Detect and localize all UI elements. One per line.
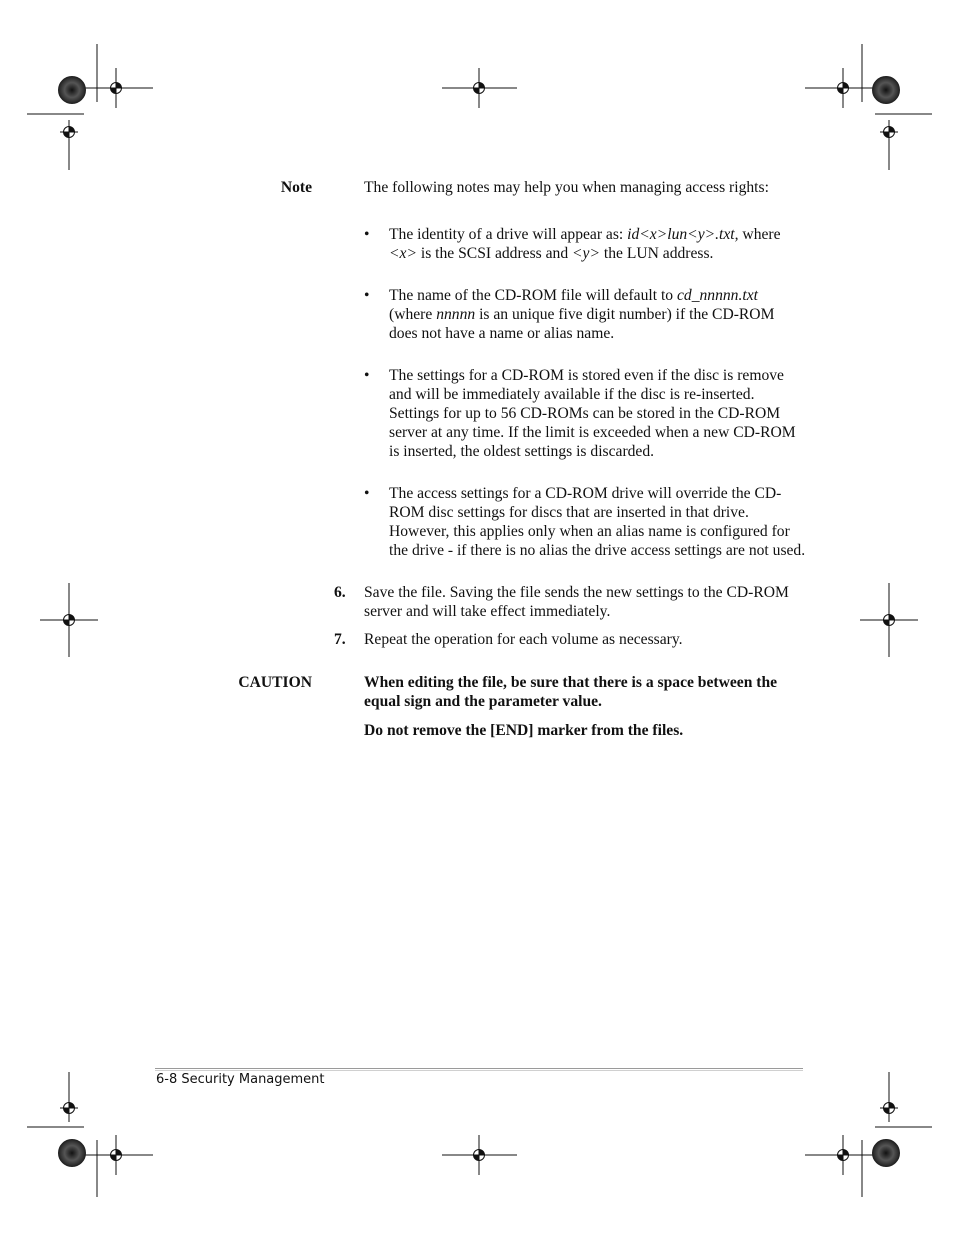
nnnnn-variable: nnnnn [436, 306, 476, 323]
drive-file-pattern: id<x>lun<y>.txt, [627, 226, 739, 243]
step-7-text: Repeat the operation for each volume as necessary. [364, 631, 683, 648]
step-6-number: 6. [334, 584, 346, 601]
x-variable: <x> [389, 245, 417, 262]
bullet-1-text: The identity of a drive will appear as: [389, 226, 628, 243]
note-bullet-3: The settings for a CD-ROM is stored even if the disc is remove and will be immediately available if the disc is re-inserted. Settings for up to 56 CD-ROMs can be stored in the CD-ROM server at any time. If the limit is exceeded when a new CD-ROM is inserted, the oldest settings is discarded. [389, 367, 796, 460]
bullet-marker: • [364, 485, 370, 502]
bullet-marker: • [364, 287, 370, 304]
note-bullet-4: The access settings for a CD-ROM drive will override the CD-ROM disc settings for discs that are inserted in that drive. However, this applies only when an alias name is configured for the drive - if there is no alias the drive access settings are not used. [389, 485, 806, 559]
cdrom-file-pattern: cd_nnnnn.txt [676, 287, 758, 304]
y-variable: <y> [572, 245, 600, 262]
step-7-number: 7. [334, 631, 346, 648]
bullet-1-text: the LUN address. [600, 245, 714, 262]
note-bullet-1 [389, 225, 794, 263]
caution-text-2: Do not remove the [END] marker from the files. [364, 722, 684, 739]
caution-label: CAUTION [238, 674, 312, 691]
bullet-marker: • [364, 367, 370, 384]
bullet-1-text: is the SCSI address and [416, 245, 573, 262]
footer-divider [155, 1068, 803, 1069]
bullet-2-text: is an unique five digit number) if the CD-ROM does not have a name or alias name. [389, 306, 775, 342]
bullet-marker: • [364, 226, 370, 243]
bullet-1-text: where [738, 226, 781, 243]
note-bullet-2 [389, 286, 794, 343]
bullet-2-text: The name of the CD-ROM file will default to [389, 287, 677, 304]
bullet-2-text: (where [389, 306, 437, 323]
step-6-text: Save the file. Saving the file sends the new settings to the CD-ROM server and will take effect immediately. [364, 584, 789, 620]
note-intro: The following notes may help you when managing access rights: [364, 179, 769, 196]
page-footer: 6-8 Security Management [156, 1072, 325, 1087]
note-label: Note [280, 179, 312, 196]
caution-text-1: When editing the file, be sure that there is a space between the equal sign and the parameter value. [364, 674, 778, 710]
